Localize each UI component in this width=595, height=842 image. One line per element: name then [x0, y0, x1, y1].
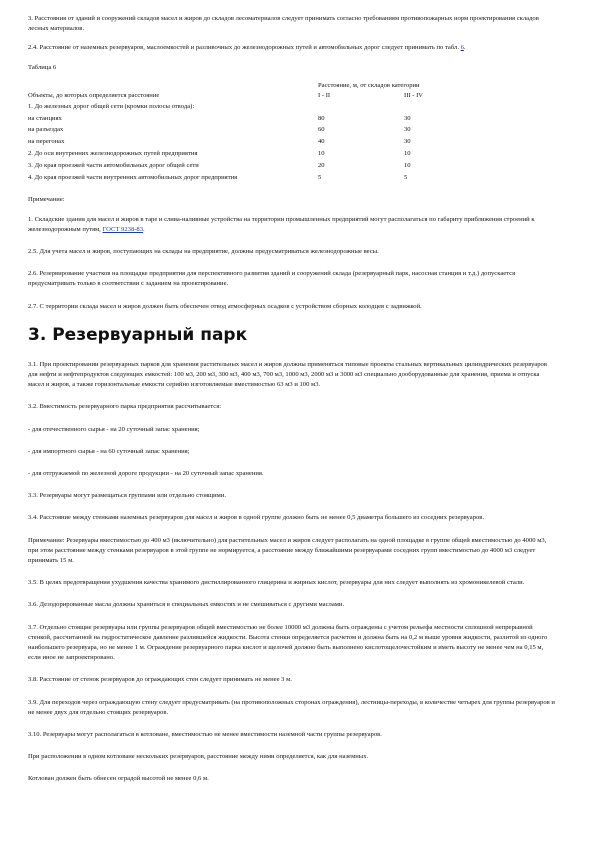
section-paragraph: - для отечественного сырья - на 20 суточный запас хранения;: [28, 425, 200, 433]
section-paragraph: 3.9. Для переходов через ограждающую стену следует предусматривать (на противоположных сторонах ограждения), лестницы-переходы, в количестве четырех для группы резервуаров и не менее двух для отдельно стоящих резервуаров.: [28, 698, 555, 716]
table-row: [28, 124, 458, 136]
distance-table: [28, 81, 458, 184]
paragraph-2-5: 2.5. Для учета масел и жиров, поступающих на склады на предприятие, должны предусматриваться железнодорожные весы.: [28, 248, 379, 255]
section-paragraph: 3.10. Резервуары могут располагаться в котловане, вместимостью не менее вместимости наземной части группы резервуаров.: [28, 731, 382, 739]
note-title: Примечание:: [28, 196, 65, 204]
table-6-link[interactable]: 6: [460, 44, 464, 52]
paragraph-2-6: 2.6. Резервирование участков на площадке предприятия для перспективного развития зданий и сооружений склада (резервуарный парк, насосная станция и т.д.) допускается предусматривать только в соответствии с заданием на проектирование.: [28, 270, 516, 288]
table-row: [28, 113, 458, 125]
table-cell-value-cat-1: 60: [318, 126, 325, 134]
paragraph-2-4: [28, 43, 556, 53]
table-cell-object: на перегонах: [28, 138, 65, 146]
table-caption: Таблица 6: [28, 63, 57, 71]
table-row: [28, 148, 458, 160]
table-cell-object: 4. До края проезжей части внутренних автомобильных дорог предприятия: [28, 173, 238, 181]
table-cell-value-cat-1: 20: [318, 161, 325, 169]
document-page: [28, 14, 556, 797]
table-header-objects: Объекты, до которых определяется расстояние: [28, 91, 160, 99]
table-cell-value-cat-1: 10: [318, 150, 325, 157]
table-cell-value-cat-2: 30: [404, 138, 411, 146]
table-cell-value-cat-2: 5: [404, 173, 408, 181]
table-row: [28, 101, 458, 113]
paragraph-2-4-end: .: [463, 44, 466, 52]
table-header-group: Расстояние, м, от складов категории: [318, 81, 420, 89]
table-header-cat-2: III - IV: [404, 91, 424, 99]
table-header-row: [28, 81, 458, 91]
table-row: [28, 136, 458, 148]
section-title: 3. Резервуарный парк: [28, 324, 248, 345]
table-cell-object: на разъездах: [28, 126, 64, 134]
table-header-cat-1: I - II: [318, 91, 331, 99]
section-paragraph: - для импортного сырья - на 60 суточный запас хранения;: [28, 447, 190, 455]
section-paragraph: Примечание: Резервуары вместимостью до 400 м3 (включительно) для растительных масел и жиров следует располагать на одной площадке в группе общей вместимостью до 4000 м3, при этом расстояние между стенками резервуаров в этой группе не нормируется, а расстояние между ближайшими резервуарами соседних групп вместимостью до 4000 м3 следует принимать 15 м.: [28, 536, 547, 565]
table-cell-value-cat-2: 30: [404, 114, 411, 122]
table-cell-value-cat-1: [318, 101, 404, 113]
section-paragraph: 3.5. В целях предотвращения ухудшения качества хранимого дистиллированного глицерина и жирных кислот, резервуары для них следует выполнять из хромоникелевой стали.: [28, 579, 525, 587]
section-paragraph: 3.3. Резервуары могут размещаться группами или отдельно стоящими.: [28, 492, 226, 500]
table-cell-value-cat-1: 5: [318, 173, 322, 181]
paragraph-2-4-text: 2.4. Расстояние от наземных резервуаров, маслоемкостей и разливочных до железнодорожных путей и автомобильных дорог следует принимать по табл.: [28, 44, 461, 52]
section-paragraph: 3.4. Расстояние между стенками наземных резервуаров для масел и жиров в одной группе должно быть не менее 0,5 диаметра большего из соседних резервуаров.: [28, 514, 485, 522]
section-paragraph: - для отгружаемой по железной дороге продукции - на 20 суточный запас хранения.: [28, 470, 264, 478]
section-paragraph: 3.1. При проектировании резервуарных парков для хранения растительных масел и жиров должны применяться типовые проекты стальных вертикальных цилиндрических резервуаров для нефти и нефтепродуктов следующих емкостей: 100 м3, 200 м3, 300 м3, 400 м3, 700 м3, 1000 м3, 2000 м3 и 3000 м3 специально дооборудованные для хранения, приема и отпуска масел и жиров, а также горизонтальные емкости серийно изготовляемые вместимостью 63 м3 и 100 м3.: [28, 360, 547, 389]
table-row: [28, 172, 458, 184]
table-cell-object: 3. До края проезжей части автомобильных дорог общей сети: [28, 161, 199, 169]
table-cell-value-cat-1: 40: [318, 138, 325, 146]
section-paragraph: Котлован должен быть обнесен оградой высотой не менее 0,6 м.: [28, 775, 209, 783]
table-cell-value-cat-2: 10: [404, 150, 411, 157]
note-1: [28, 215, 556, 235]
section-paragraph: 3.6. Дезодорированные масла должны храниться в специальных емкостях и не смешиваться с другими маслами.: [28, 601, 345, 609]
note-1-end: .: [143, 225, 145, 233]
table-cell-object: на станциях: [28, 114, 62, 122]
section-paragraph: 3.2. Вместимость резервуарного парка предприятия рассчитывается:: [28, 403, 222, 411]
table-body: [28, 101, 458, 184]
table-cell-value-cat-2: 30: [404, 126, 411, 134]
section-paragraph: 3.8. Расстояние от стенок резервуаров до ограждающих стен следует принимать не менее 3 м.: [28, 676, 292, 684]
section-body: [28, 360, 556, 785]
table-cell-object: 2. До оси внутренних железнодорожных путей предприятия: [28, 150, 198, 157]
paragraph-2-7: 2.7. С территории склада масел и жиров должен быть обеспечен отвод атмосферных осадков с устройством сборных колодцев с задвижкой.: [28, 302, 422, 310]
table-cell-value-cat-2: [404, 101, 458, 113]
table-cell-value-cat-2: 10: [404, 161, 411, 169]
gost-link[interactable]: ГОСТ 9238-83: [102, 225, 144, 233]
table-row: [28, 160, 458, 172]
table-cell-object: 1. До железных дорог общей сети (кромки полосы отвода):: [28, 102, 195, 110]
section-paragraph: 3.7. Отдельно стоящие резервуары или группы резервуаров общей вместимостью не более 10000 м3 должны быть ограждены с учетом рельефа местности сплошной непрерывной стенкой, рассчитанной на гидростатическое давление разлившейся жидкости. Высота стенки определяется расчетом и должна быть на 0,2 м выше уровня жидкости, разлитой из одного наибольшего резервуара, но не менее 1 м. Ограждение резервуарного парка кислот и щелочей должно быть выполнено кислотощелочестойким и иметь высоту не менее чем на 0,15 м, если иное не запроектировано.: [28, 623, 548, 662]
table-cell-value-cat-1: 80: [318, 114, 325, 122]
note-1-text: 1. Складские здания для масел и жиров в таре и слива-наливные устройства на территории промышленных предприятий могут располагаться по габариту приближения строений к железнодорожным путям,: [28, 215, 535, 233]
section-paragraph: При расположении в одном котловане нескольких резервуаров, расстояние между ними определяется, как для наземных.: [28, 753, 369, 761]
paragraph-distance-timber: 3. Расстояния от зданий и сооружений складов масел и жиров до складов лесоматериалов следует принимать согласно требованиям противопожарных норм проектирования складов лесных материалов.: [28, 15, 539, 33]
